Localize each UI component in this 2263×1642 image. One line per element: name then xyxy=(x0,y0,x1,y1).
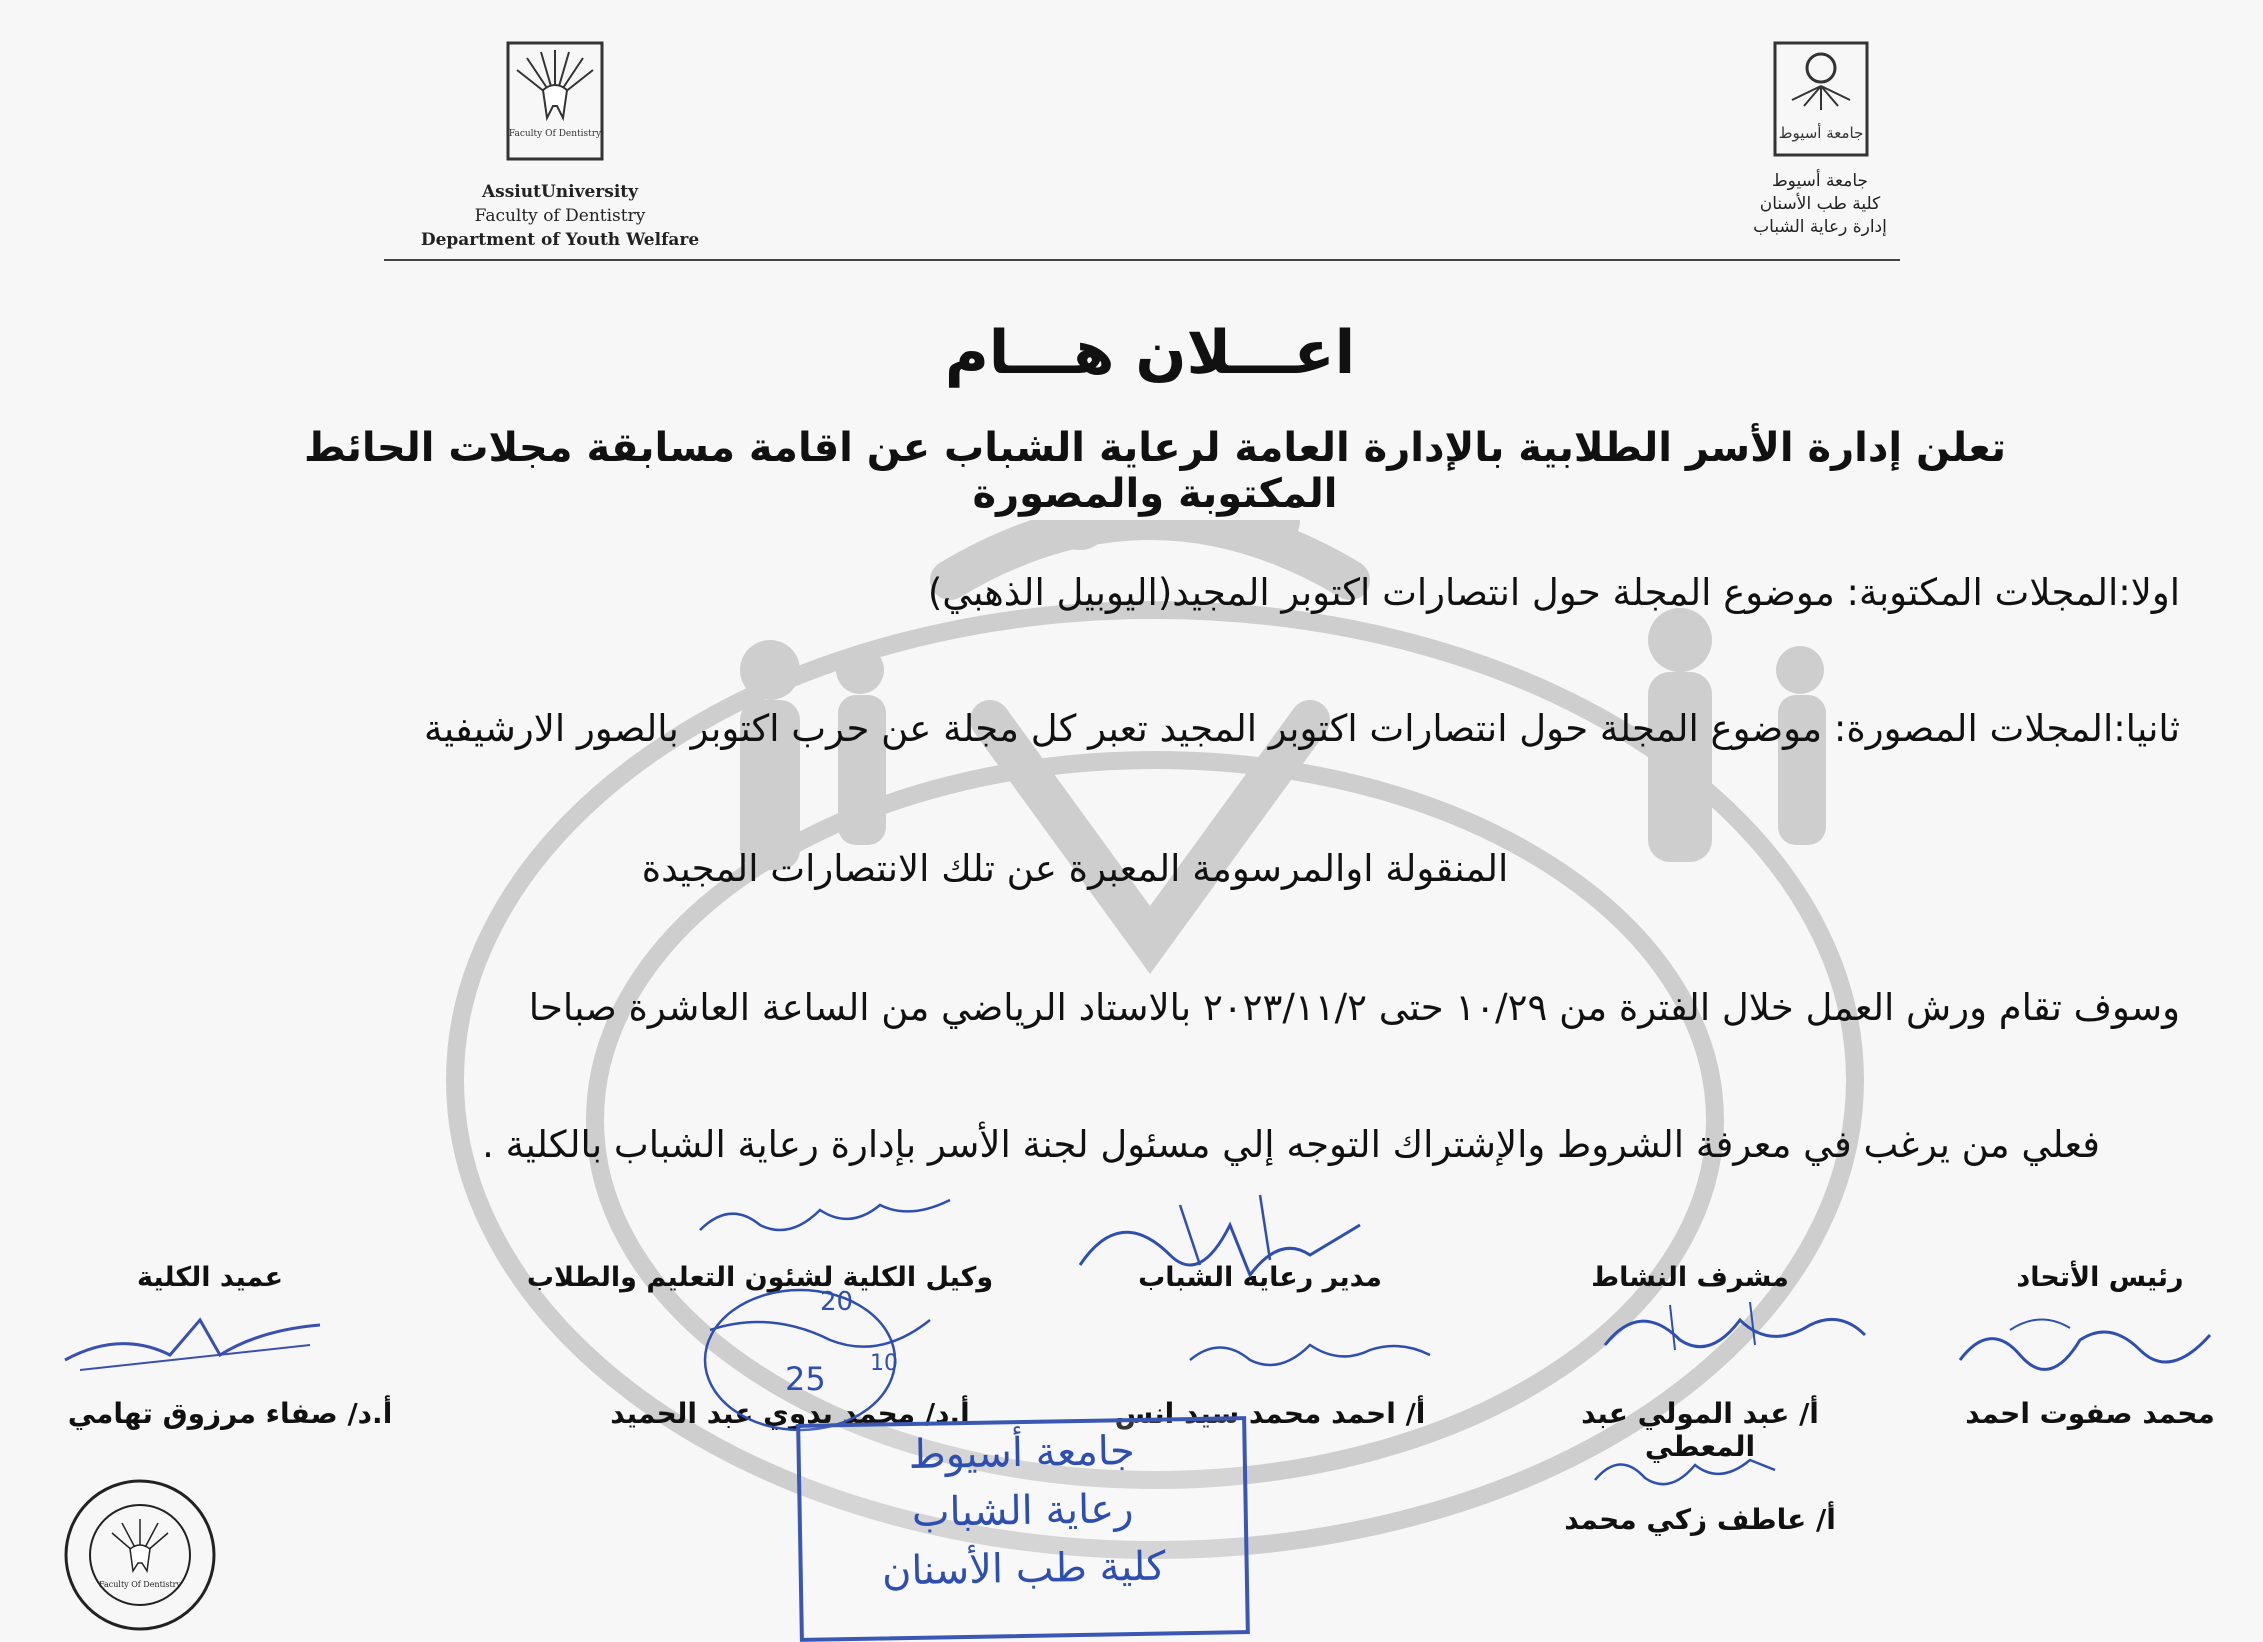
header-university-ar: جامعة أسيوط xyxy=(1771,171,1869,191)
header-department-ar: إدارة رعاية الشباب xyxy=(1753,217,1887,237)
paragraph-workshops: وسوف تقام ورش العمل خلال الفترة من ١٠/٢٩ حتى ٢٠٢٣/١١/٢ بالاستاد الرياضي من الساعة العاشرة صباحا xyxy=(528,986,2180,1029)
name-union-president: محمد صفوت احمد xyxy=(1965,1397,2215,1430)
paragraph-photo-magazines-line2: المنقولة اوالمرسومة المعبرة عن تلك الانتصارات المجيدة xyxy=(641,847,1509,890)
paragraph-contact: فعلي من يرغب في معرفة الشروط والإشتراك التوجه إلي مسئول لجنة الأسر بإدارة رعاية الشباب بالكلية . xyxy=(482,1123,2100,1166)
header-divider xyxy=(384,259,1900,261)
header-faculty-ar: كلية طب الأسنان xyxy=(1759,194,1881,214)
faculty-logo-caption: Faculty Of Dentistry xyxy=(508,129,602,139)
role-union-president: رئيس الأتحاد xyxy=(2016,1262,2184,1293)
vice-dean-note-25: 25 xyxy=(785,1360,826,1398)
faculty-seal-icon xyxy=(60,1475,220,1635)
stamp-line-faculty: كلية طب الأسنان xyxy=(881,1543,1166,1595)
announcement-subtitle: تعلن إدارة الأسر الطلابية بالإدارة العامة لرعاية الشباب عن اقامة مسابقة مجلات الحائط المكتوبة والمصورة xyxy=(304,425,2006,517)
name-activity-supervisor: أ/ عبد المولي عبد المعطي xyxy=(1581,1397,1819,1463)
handwritten-date-director xyxy=(1180,1320,1440,1380)
role-youth-welfare-director: مدير رعاية الشباب xyxy=(1138,1262,1382,1293)
stamp-line-university: جامعة أسيوط xyxy=(908,1428,1136,1478)
header-university-en: AssiutUniversity xyxy=(481,182,639,202)
signature-activity-supervisor-2 xyxy=(1590,1440,1780,1495)
signature-union-president xyxy=(1950,1300,2220,1380)
header-department-en: Department of Youth Welfare xyxy=(420,230,700,250)
signature-activity-supervisor xyxy=(1600,1290,1870,1370)
role-vice-dean: وكيل الكلية لشئون التعليم والطلاب xyxy=(526,1262,994,1293)
signature-dean xyxy=(60,1300,330,1380)
paragraph-written-magazines: اولا:المجلات المكتوبة: موضوع المجلة حول انتصارات اكتوبر المجيد(اليوبيل الذهبي) xyxy=(927,571,2180,614)
university-logo-caption: جامعة أسيوط xyxy=(1778,124,1864,142)
header-arabic xyxy=(1700,170,1940,239)
vice-dean-note-20: 20 xyxy=(820,1287,854,1317)
name-youth-welfare-director: أ/ احمد محمد سيد انس xyxy=(1114,1397,1426,1430)
header-english xyxy=(380,180,740,252)
header-faculty-en: Faculty of Dentistry xyxy=(474,206,646,226)
faculty-logo-icon xyxy=(505,40,605,162)
role-dean: عميد الكلية xyxy=(136,1262,284,1293)
official-stamp xyxy=(796,1416,1250,1642)
signature-youth-welfare-director xyxy=(1060,1185,1400,1295)
announcement-title: اعـــلان هـــام xyxy=(944,318,1356,388)
name-dean: أ.د/ صفاء مرزوق تهامي xyxy=(67,1397,393,1430)
paragraph-photo-magazines-line1: ثانيا:المجلات المصورة: موضوع المجلة حول انتصارات اكتوبر المجيد تعبر كل مجلة عن حرب اكتوبر بالصور الارشيفية xyxy=(424,707,2180,750)
role-activity-supervisor: مشرف النشاط xyxy=(1591,1262,1789,1293)
university-logo-icon xyxy=(1772,40,1870,158)
seal-center-text: Faculty Of Dentistry xyxy=(98,1580,182,1589)
handwritten-date-note xyxy=(690,1180,960,1250)
name-vice-dean: أ.د/ محمد بدوي عبد الحميد xyxy=(610,1397,970,1430)
stamp-line-youth-welfare: رعاية الشباب xyxy=(911,1486,1134,1536)
name-activity-supervisor-2: أ/ عاطف زكي محمد xyxy=(1564,1503,1836,1536)
vice-dean-note-10: 10 xyxy=(870,1351,898,1376)
